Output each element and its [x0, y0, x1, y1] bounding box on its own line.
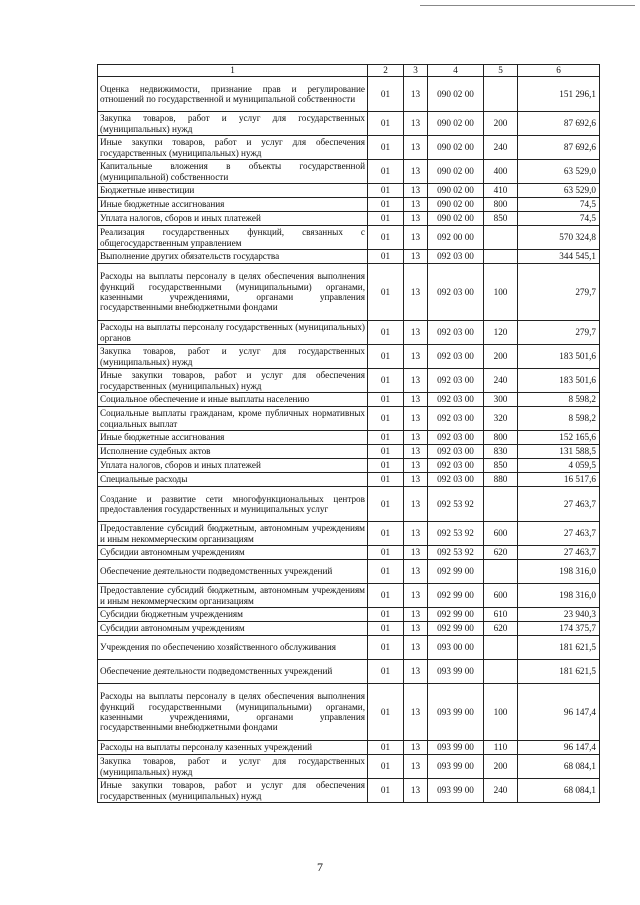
item-name: Расходы на выплаты персоналу в целях обеспечения выполнения функций государственными (муниципальными) органами, казенными учреждениями, органами управления государственными внебюджетными фондами	[98, 264, 368, 321]
subsection-code: 13	[404, 560, 428, 584]
expense-type-code	[484, 487, 518, 522]
target-article-code: 092 03 00	[428, 264, 484, 321]
expense-type-code: 800	[484, 198, 518, 212]
amount: 279,7	[518, 321, 600, 345]
item-name: Иные закупки товаров, работ и услуг для обеспечения государственных (муниципальных) нужд	[98, 779, 368, 803]
section-code: 01	[368, 407, 404, 431]
item-name: Предоставление субсидий бюджетным, автономным учреждениям и иным некоммерческим организациям	[98, 522, 368, 546]
amount: 96 147,4	[518, 684, 600, 741]
target-article-code: 092 99 00	[428, 560, 484, 584]
expense-type-code	[484, 77, 518, 112]
table-row	[98, 522, 600, 546]
item-name: Закупка товаров, работ и услуг для государственных (муниципальных) нужд	[98, 112, 368, 136]
item-name: Специальные расходы	[98, 473, 368, 487]
section-code: 01	[368, 473, 404, 487]
section-code: 01	[368, 212, 404, 226]
table-row	[98, 622, 600, 636]
target-article-code: 092 03 00	[428, 393, 484, 407]
table-row	[98, 226, 600, 250]
expense-type-code	[484, 660, 518, 684]
target-article-code: 092 99 00	[428, 584, 484, 608]
item-name: Реализация государственных функций, связанных с общегосударственным управлением	[98, 226, 368, 250]
item-name: Расходы на выплаты персоналу государственных (муниципальных) органов	[98, 321, 368, 345]
table-row	[98, 755, 600, 779]
subsection-code: 13	[404, 622, 428, 636]
item-name: Иные закупки товаров, работ и услуг для обеспечения государственных (муниципальных) нужд	[98, 369, 368, 393]
expense-type-code: 240	[484, 136, 518, 160]
expense-type-code: 320	[484, 407, 518, 431]
section-code: 01	[368, 741, 404, 755]
subsection-code: 13	[404, 393, 428, 407]
subsection-code: 13	[404, 160, 428, 184]
expense-type-code	[484, 636, 518, 660]
subsection-code: 13	[404, 136, 428, 160]
section-code: 01	[368, 136, 404, 160]
header-cell-5: 5	[484, 65, 518, 77]
table-row	[98, 636, 600, 660]
item-name: Иные бюджетные ассигнования	[98, 198, 368, 212]
target-article-code: 092 53 92	[428, 546, 484, 560]
amount: 4 059,5	[518, 459, 600, 473]
table-row	[98, 584, 600, 608]
item-name: Иные закупки товаров, работ и услуг для обеспечения государственных (муниципальных) нужд	[98, 136, 368, 160]
section-code: 01	[368, 546, 404, 560]
header-row	[98, 65, 600, 77]
target-article-code: 092 03 00	[428, 445, 484, 459]
section-code: 01	[368, 369, 404, 393]
section-code: 01	[368, 226, 404, 250]
expense-type-code	[484, 226, 518, 250]
section-code: 01	[368, 77, 404, 112]
amount: 27 463,7	[518, 546, 600, 560]
subsection-code: 13	[404, 112, 428, 136]
table-row	[98, 445, 600, 459]
subsection-code: 13	[404, 487, 428, 522]
amount: 87 692,6	[518, 112, 600, 136]
subsection-code: 13	[404, 407, 428, 431]
amount: 183 501,6	[518, 345, 600, 369]
target-article-code: 093 00 00	[428, 636, 484, 660]
target-article-code: 093 99 00	[428, 684, 484, 741]
top-rule	[420, 5, 635, 6]
target-article-code: 090 02 00	[428, 198, 484, 212]
item-name: Создание и развитие сети многофункциональных центров предоставления государственных и муниципальных услуг	[98, 487, 368, 522]
expense-type-code: 240	[484, 369, 518, 393]
section-code: 01	[368, 755, 404, 779]
expense-type-code	[484, 560, 518, 584]
table-row	[98, 393, 600, 407]
table-row	[98, 779, 600, 803]
expense-type-code: 120	[484, 321, 518, 345]
target-article-code: 092 03 00	[428, 473, 484, 487]
subsection-code: 13	[404, 473, 428, 487]
amount: 68 084,1	[518, 779, 600, 803]
subsection-code: 13	[404, 636, 428, 660]
target-article-code: 090 02 00	[428, 136, 484, 160]
table-row	[98, 250, 600, 264]
item-name: Оценка недвижимости, признание прав и регулирование отношений по государственной и муниципальной собственности	[98, 77, 368, 112]
expense-type-code: 800	[484, 431, 518, 445]
table-row	[98, 160, 600, 184]
item-name: Уплата налогов, сборов и иных платежей	[98, 459, 368, 473]
item-name: Обеспечение деятельности подведомственных учреждений	[98, 660, 368, 684]
expense-type-code	[484, 250, 518, 264]
section-code: 01	[368, 431, 404, 445]
item-name: Исполнение судебных актов	[98, 445, 368, 459]
header-cell-6: 6	[518, 65, 600, 77]
table-row	[98, 264, 600, 321]
expense-type-code: 600	[484, 584, 518, 608]
item-name: Иные бюджетные ассигнования	[98, 431, 368, 445]
table-row	[98, 136, 600, 160]
expense-type-code: 200	[484, 112, 518, 136]
expense-type-code: 610	[484, 608, 518, 622]
budget-table	[97, 64, 600, 803]
amount: 198 316,0	[518, 584, 600, 608]
subsection-code: 13	[404, 212, 428, 226]
amount: 96 147,4	[518, 741, 600, 755]
target-article-code: 092 03 00	[428, 250, 484, 264]
item-name: Закупка товаров, работ и услуг для государственных (муниципальных) нужд	[98, 755, 368, 779]
subsection-code: 13	[404, 321, 428, 345]
header-cell-3: 3	[404, 65, 428, 77]
amount: 181 621,5	[518, 660, 600, 684]
item-name: Бюджетные инвестиции	[98, 184, 368, 198]
table-row	[98, 608, 600, 622]
target-article-code: 090 02 00	[428, 112, 484, 136]
section-code: 01	[368, 487, 404, 522]
section-code: 01	[368, 321, 404, 345]
item-name: Субсидии автономным учреждениям	[98, 622, 368, 636]
item-name: Учреждения по обеспечению хозяйственного обслуживания	[98, 636, 368, 660]
table-row	[98, 77, 600, 112]
section-code: 01	[368, 459, 404, 473]
section-code: 01	[368, 345, 404, 369]
item-name: Социальные выплаты гражданам, кроме публичных нормативных социальных выплат	[98, 407, 368, 431]
expense-type-code: 620	[484, 622, 518, 636]
table-row	[98, 546, 600, 560]
target-article-code: 093 99 00	[428, 741, 484, 755]
target-article-code: 093 99 00	[428, 779, 484, 803]
target-article-code: 092 00 00	[428, 226, 484, 250]
expense-type-code: 620	[484, 546, 518, 560]
amount: 16 517,6	[518, 473, 600, 487]
target-article-code: 093 99 00	[428, 660, 484, 684]
expense-type-code: 100	[484, 684, 518, 741]
section-code: 01	[368, 660, 404, 684]
section-code: 01	[368, 684, 404, 741]
item-name: Расходы на выплаты персоналу казенных учреждений	[98, 741, 368, 755]
amount: 174 375,7	[518, 622, 600, 636]
subsection-code: 13	[404, 250, 428, 264]
expense-type-code: 200	[484, 345, 518, 369]
target-article-code: 092 99 00	[428, 622, 484, 636]
section-code: 01	[368, 445, 404, 459]
table-row	[98, 459, 600, 473]
expense-type-code: 850	[484, 212, 518, 226]
subsection-code: 13	[404, 779, 428, 803]
amount: 183 501,6	[518, 369, 600, 393]
expense-type-code: 600	[484, 522, 518, 546]
table-row	[98, 112, 600, 136]
item-name: Закупка товаров, работ и услуг для государственных (муниципальных) нужд	[98, 345, 368, 369]
amount: 570 324,8	[518, 226, 600, 250]
subsection-code: 13	[404, 546, 428, 560]
expense-type-code: 200	[484, 755, 518, 779]
amount: 27 463,7	[518, 487, 600, 522]
header-cell-1: 1	[98, 65, 368, 77]
section-code: 01	[368, 779, 404, 803]
amount: 87 692,6	[518, 136, 600, 160]
amount: 74,5	[518, 212, 600, 226]
subsection-code: 13	[404, 522, 428, 546]
section-code: 01	[368, 393, 404, 407]
item-name: Субсидии автономным учреждениям	[98, 546, 368, 560]
header-cell-4: 4	[428, 65, 484, 77]
table-row	[98, 660, 600, 684]
section-code: 01	[368, 184, 404, 198]
expense-type-code: 410	[484, 184, 518, 198]
subsection-code: 13	[404, 660, 428, 684]
target-article-code: 092 03 00	[428, 407, 484, 431]
target-article-code: 092 03 00	[428, 345, 484, 369]
item-name: Капитальные вложения в объекты государственной (муниципальной) собственности	[98, 160, 368, 184]
expense-type-code: 100	[484, 264, 518, 321]
subsection-code: 13	[404, 741, 428, 755]
table-row	[98, 473, 600, 487]
subsection-code: 13	[404, 264, 428, 321]
target-article-code: 090 02 00	[428, 160, 484, 184]
expense-type-code: 850	[484, 459, 518, 473]
header-cell-2: 2	[368, 65, 404, 77]
amount: 198 316,0	[518, 560, 600, 584]
expense-type-code: 880	[484, 473, 518, 487]
subsection-code: 13	[404, 584, 428, 608]
amount: 181 621,5	[518, 636, 600, 660]
table-row	[98, 487, 600, 522]
amount: 131 588,5	[518, 445, 600, 459]
section-code: 01	[368, 560, 404, 584]
expense-type-code: 830	[484, 445, 518, 459]
table-row	[98, 321, 600, 345]
section-code: 01	[368, 522, 404, 546]
amount: 279,7	[518, 264, 600, 321]
amount: 23 940,3	[518, 608, 600, 622]
subsection-code: 13	[404, 755, 428, 779]
subsection-code: 13	[404, 445, 428, 459]
expense-type-code: 240	[484, 779, 518, 803]
target-article-code: 092 99 00	[428, 608, 484, 622]
target-article-code: 092 03 00	[428, 369, 484, 393]
table-row	[98, 345, 600, 369]
amount: 68 084,1	[518, 755, 600, 779]
subsection-code: 13	[404, 369, 428, 393]
expense-type-code: 400	[484, 160, 518, 184]
subsection-code: 13	[404, 684, 428, 741]
section-code: 01	[368, 112, 404, 136]
expense-type-code: 300	[484, 393, 518, 407]
table-row	[98, 741, 600, 755]
amount: 8 598,2	[518, 407, 600, 431]
target-article-code: 092 53 92	[428, 487, 484, 522]
amount: 151 296,1	[518, 77, 600, 112]
target-article-code: 092 53 92	[428, 522, 484, 546]
amount: 63 529,0	[518, 184, 600, 198]
subsection-code: 13	[404, 431, 428, 445]
target-article-code: 092 03 00	[428, 431, 484, 445]
subsection-code: 13	[404, 345, 428, 369]
target-article-code: 090 02 00	[428, 77, 484, 112]
table-row	[98, 431, 600, 445]
item-name: Расходы на выплаты персоналу в целях обеспечения выполнения функций государственными (муниципальными) органами, казенными учреждениями, органами управления государственными внебюджетными фондами	[98, 684, 368, 741]
section-code: 01	[368, 250, 404, 264]
table-row	[98, 198, 600, 212]
subsection-code: 13	[404, 226, 428, 250]
subsection-code: 13	[404, 184, 428, 198]
item-name: Субсидии бюджетным учреждениям	[98, 608, 368, 622]
budget-table-body	[98, 65, 600, 803]
item-name: Социальное обеспечение и иные выплаты населению	[98, 393, 368, 407]
section-code: 01	[368, 160, 404, 184]
target-article-code: 092 03 00	[428, 459, 484, 473]
section-code: 01	[368, 198, 404, 212]
amount: 8 598,2	[518, 393, 600, 407]
table-row	[98, 369, 600, 393]
amount: 152 165,6	[518, 431, 600, 445]
amount: 344 545,1	[518, 250, 600, 264]
item-name: Уплата налогов, сборов и иных платежей	[98, 212, 368, 226]
table-row	[98, 407, 600, 431]
target-article-code: 092 03 00	[428, 321, 484, 345]
amount: 27 463,7	[518, 522, 600, 546]
section-code: 01	[368, 608, 404, 622]
subsection-code: 13	[404, 198, 428, 212]
subsection-code: 13	[404, 608, 428, 622]
page-number: 7	[317, 860, 323, 874]
target-article-code: 093 99 00	[428, 755, 484, 779]
table-row	[98, 212, 600, 226]
section-code: 01	[368, 636, 404, 660]
target-article-code: 090 02 00	[428, 184, 484, 198]
table-row	[98, 684, 600, 741]
subsection-code: 13	[404, 459, 428, 473]
expense-type-code: 110	[484, 741, 518, 755]
target-article-code: 090 02 00	[428, 212, 484, 226]
item-name: Предоставление субсидий бюджетным, автономным учреждениям и иным некоммерческим организациям	[98, 584, 368, 608]
section-code: 01	[368, 622, 404, 636]
table-row	[98, 184, 600, 198]
section-code: 01	[368, 264, 404, 321]
amount: 63 529,0	[518, 160, 600, 184]
section-code: 01	[368, 584, 404, 608]
item-name: Обеспечение деятельности подведомственных учреждений	[98, 560, 368, 584]
subsection-code: 13	[404, 77, 428, 112]
amount: 74,5	[518, 198, 600, 212]
table-row	[98, 560, 600, 584]
item-name: Выполнение других обязательств государства	[98, 250, 368, 264]
